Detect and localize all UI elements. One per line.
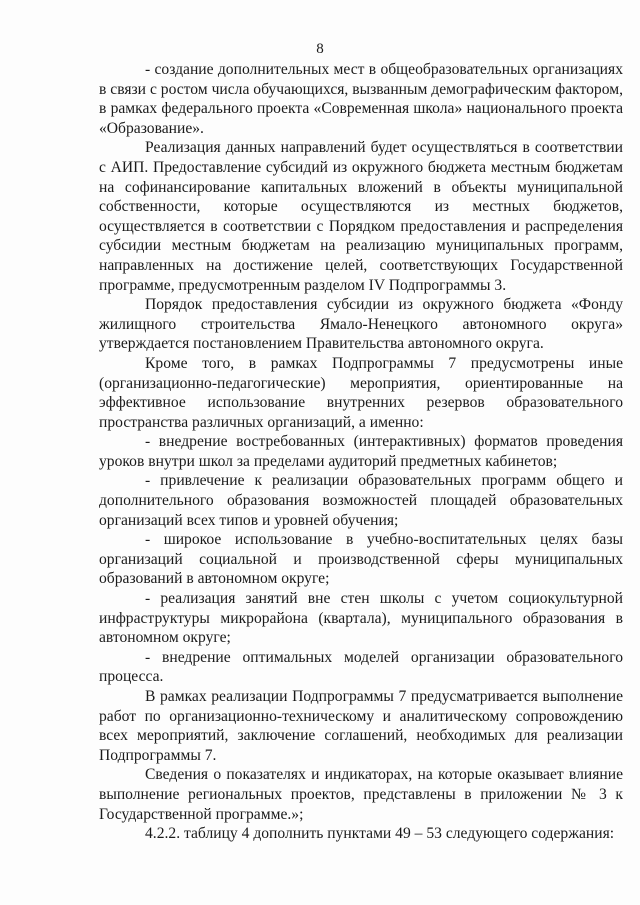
paragraph-5: В рамках реализации Подпрограммы 7 предусматривается выполнение работ по организационно-техническому и аналитическому сопровождению всех мероприятий, заключение соглашений, необходимых для реализации Подпрограммы 7. [99, 688, 623, 764]
list-item-3: - широкое использование в учебно-воспитательных целях базы организаций социальной и производственной сферы муниципальных образований в автономном округе; [99, 531, 623, 588]
list-item-5: - внедрение оптимальных моделей организации образовательного процесса. [99, 648, 623, 686]
page-number: 8 [316, 41, 324, 57]
paragraph-6: Сведения о показателях и индикаторах, на которые оказывает влияние выполнение региональных проектов, представлены в приложении № 3 к Государственной программе.»; [99, 766, 623, 823]
list-item-4: - реализация занятий вне стен школы с учетом социокультурной инфраструктуры микрорайона (квартала), муниципального образования в автономном округе; [99, 590, 623, 647]
paragraph-4: Кроме того, в рамках Подпрограммы 7 предусмотрены иные (организационно-педагогические) мероприятия, ориентированные на эффективное использование внутренних резервов образовательного пространства различных организаций, а именно: [99, 354, 623, 431]
list-item-2: - привлечение к реализации образовательных программ общего и дополнительного образования возможностей площадей образовательных организаций всех типов и уровней обучения; [99, 472, 623, 529]
paragraph-2: Реализация данных направлений будет осуществляться в соответствии с АИП. Предоставление субсидий из окружного бюджета местным бюджетам на софинансирование капитальных вложений в объекты муниципальной собственности, которые осуществляются из местных бюджетов, осуществляется в соответствии с Порядком предоставления и распределения субсидии местным бюджетам на реализацию муниципальных программ, направленных на достижение целей, соответствующих Государственной программе, предусмотренным разделом IV Подпрограммы 3. [99, 139, 623, 294]
document-body [99, 60, 623, 844]
list-item-1: - внедрение востребованных (интерактивных) форматов проведения уроков внутри школ за пределами аудиторий предметных кабинетов; [99, 433, 623, 470]
paragraph-7: 4.2.2. таблицу 4 дополнить пунктами 49 – 53 следующего содержания: [145, 825, 615, 843]
paragraph-3: Порядок предоставления субсидии из окружного бюджета «Фонду жилищного строительства Ямало-Ненецкого автономного округа» утверждается постановлением Правительства автономного округа. [99, 296, 623, 353]
paragraph-1: - создание дополнительных мест в общеобразовательных организациях в связи с ростом числа обучающихся, вызванным демографическим фактором, в рамках федерального проекта «Современная школа» национального проекта «Образование». [99, 61, 623, 137]
